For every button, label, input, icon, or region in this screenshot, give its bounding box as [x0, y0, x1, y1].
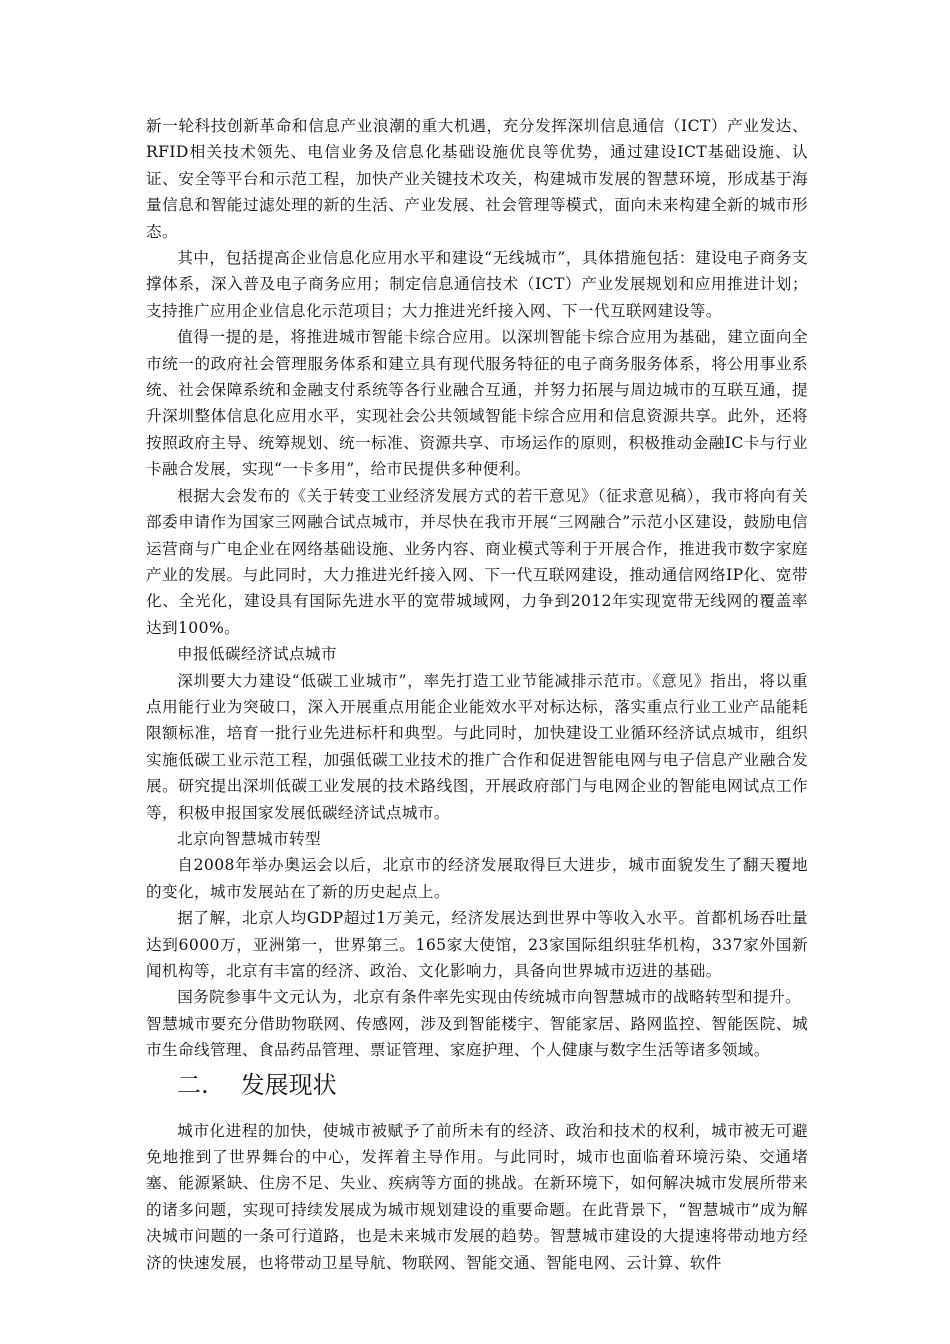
section-heading-development-status	[146, 1068, 808, 1102]
paragraph-low-carbon: 深圳要大力建设“低碳工业城市”，率先打造工业节能减排示范市。《意见》指出，将以重点用能行业为突破口，深入开展重点用能企业能效水平对标达标，落实重点行业工业产品能耗限额标准，培育一批行业先进标杆和典型。与此同时，加快建设工业循环经济试点城市，组织实施低碳工业示范工程，加强低碳工业技术的推广合作和促进智能电网与电子信息产业融合发展。研究提出深圳低碳工业发展的技术路线图，开展政府部门与电网企业的智能电网试点工作等，积极申报国家发展低碳经济试点城市。	[146, 671, 808, 822]
subheading-beijing: 北京向智慧城市转型	[177, 829, 321, 848]
paragraph-intro: 新一轮科技创新革命和信息产业浪潮的重大机遇，充分发挥深圳信息通信（ICT）产业发达、RFID相关技术领先、电信业务及信息化基础设施优良等优势，通过建设ICT基础设施、认证、安全等平台和示范工程，加快产业关键技术攻关，构建城市发展的智慧环境，形成基于海量信息和智能过滤处理的新的生活、产业发展、社会管理等模式，面向未来构建全新的城市形态。	[146, 117, 808, 241]
section-title: 发展现状	[240, 1070, 337, 1099]
section-number: 二.	[177, 1070, 209, 1099]
paragraph-beijing-domains: 智慧城市要充分借助物联网、传感网，涉及到智能楼宇、智能家居、路网监控、智能医院、城市生命线管理、食品药品管理、票证管理、家庭护理、个人健康与数字生活等诸多领域。	[146, 1014, 808, 1060]
subheading-low-carbon: 申报低碳经济试点城市	[177, 645, 337, 664]
paragraph-beijing-advisor: 国务院参事牛文元认为，北京有条件率先实现由传统城市向智慧城市的战略转型和提升。	[177, 988, 801, 1007]
paragraph-smart-card: 值得一提的是，将推进城市智能卡综合应用。以深圳智能卡综合应用为基础，建立面向全市统一的政府社会管理服务体系和建立具有现代服务特征的电子商务服务体系，将公用事业系统、社会保障系统和金融支付系统等各行业融合互通，并努力拓展与周边城市的互联互通，提升深圳整体信息化应用水平，实现社会公共领域智能卡综合应用和信息资源共享。此外，还将按照政府主导、统筹规划、统一标准、资源共享、市场运作的原则，积极推动金融IC卡与行业卡融合发展，实现“一卡多用”，给市民提供多种便利。	[146, 328, 808, 479]
paragraph-beijing-gdp: 据了解，北京人均GDP超过1万美元，经济发展达到世界中等收入水平。首都机场吞吐量达到6000万，亚洲第一，世界第三。165家大使馆，23家国际组织驻华机构，337家外国新闻机构等，北京有丰富的经济、政治、文化影响力，具备向世界城市迈进的基础。	[146, 909, 808, 980]
paragraph-beijing-olympics: 自2008年举办奥运会以后，北京市的经济发展取得巨大进步，城市面貌发生了翻天覆地的变化，城市发展站在了新的历史起点上。	[146, 856, 808, 901]
paragraph-urbanization: 城市化进程的加快，使城市被赋予了前所未有的经济、政治和技术的权利，城市被无可避免地推到了世界舞台的中心，发挥着主导作用。与此同时，城市也面临着环境污染、交通堵塞、能源紧缺、住房不足、失业、疾病等方面的挑战。在新环境下，如何解决城市发展所带来的诸多问题，实现可持续发展成为城市规划建设的重要命题。在此背景下，“智慧城市”成为解决城市问题的一条可行道路，也是未来城市发展的趋势。智慧城市建设的大提速将带动地方经济的快速发展，也将带动卫星导航、物联网、智能交通、智能电网、云计算、软件	[146, 1121, 808, 1272]
paragraph-wireless-city: 其中，包括提高企业信息化应用水平和建设“无线城市”，具体措施包括：建设电子商务支撑体系，深入普及电子商务应用；制定信息通信技术（ICT）产业发展规划和应用推进计划；支持推广应用企业信息化示范项目；大力推进光纤接入网、下一代互联网建设等。	[146, 249, 808, 320]
document-page	[146, 113, 808, 1276]
paragraph-triple-network: 根据大会发布的《关于转变工业经济发展方式的若干意见》（征求意见稿），我市将向有关部委申请作为国家三网融合试点城市，并尽快在我市开展“三网融合”示范小区建设，鼓励电信运营商与广电企业在网络基础设施、业务内容、商业模式等利于开展合作，推进我市数字家庭产业的发展。与此同时，大力推进光纤接入网、下一代互联网建设，推动通信网络IP化、宽带化、全光化，建设具有国际先进水平的宽带城域网，力争到2012年实现宽带无线网的覆盖率达到100%。	[146, 486, 808, 637]
